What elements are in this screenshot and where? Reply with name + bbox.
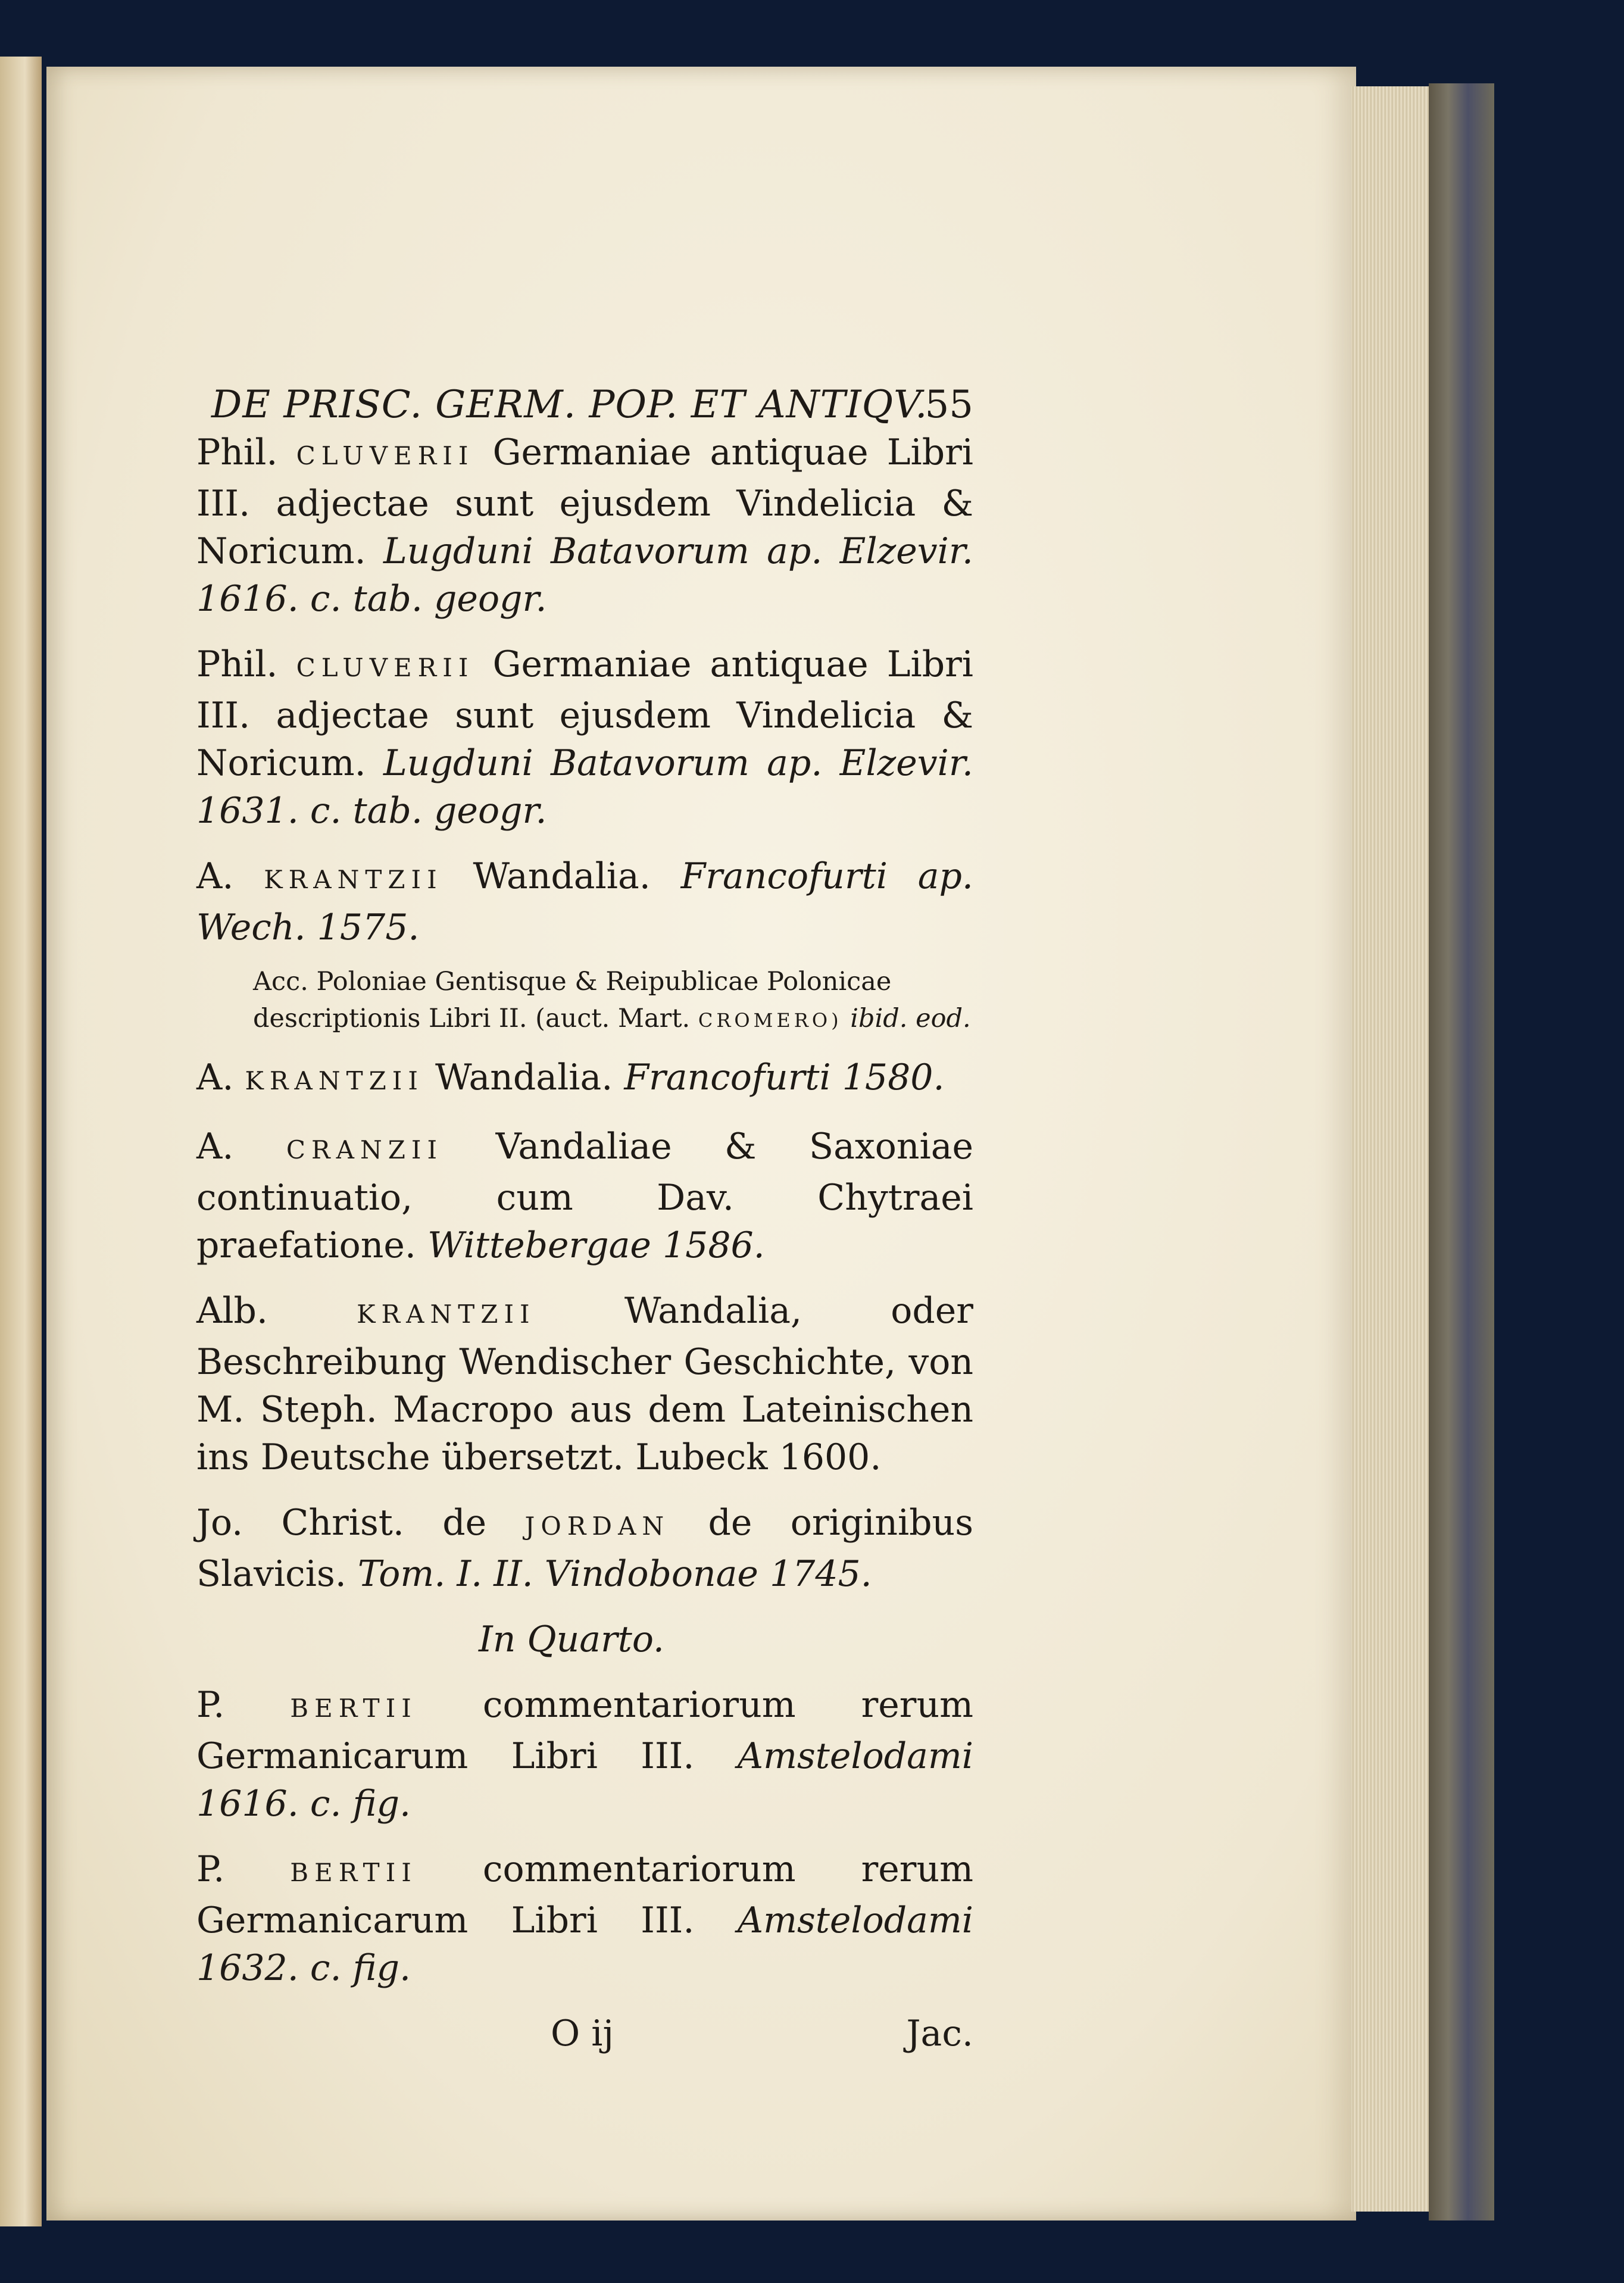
- entry-text: de originibus Slavicis.: [196, 1502, 973, 1595]
- entry: [170, 1123, 973, 1269]
- entry-name: BERTII: [290, 1858, 417, 1887]
- book-cover: [1429, 83, 1494, 2220]
- running-header: [170, 369, 973, 429]
- previous-page-edge: [0, 57, 42, 2226]
- entry-text: commentariorum rerum Germanicarum Libri III.: [196, 1684, 973, 1777]
- entry: [170, 429, 973, 623]
- entry-author: Phil.: [196, 432, 278, 473]
- entry-text: Wandalia, oder Beschreibung Wendischer Geschichte, von M. Steph. Macropo aus dem Lateinischen ins Deutsche übersetzt. Lubeck: [196, 1290, 973, 1478]
- entry-imprint: Amstelodami 1616. c. fig.: [196, 1735, 973, 1825]
- entry-imprint: Lugduni Batavorum ap. Elzevir. 1616. c. tab. geogr.: [196, 530, 973, 620]
- entry: [170, 1499, 973, 1598]
- text-block: [170, 369, 973, 2057]
- entry-author: P.: [196, 1848, 225, 1890]
- entry-imprint: Tom. I. II. Vindobonae 1745.: [357, 1553, 872, 1595]
- page-number: 55: [925, 383, 973, 427]
- entry: [170, 1054, 973, 1105]
- entry-imprint: Francofurti ap. Wech. 1575.: [196, 855, 973, 948]
- entry-author: A.: [196, 1057, 234, 1098]
- entry-text: commentariorum rerum Germanicarum Libri III.: [196, 1848, 973, 1941]
- note-name: CROMERO): [698, 1009, 842, 1032]
- entry-author: Phil.: [196, 644, 278, 685]
- entry-name: BERTII: [290, 1694, 417, 1723]
- entry-text: Wandalia.: [473, 855, 651, 897]
- entry-author: Jo. Christ. de: [196, 1502, 487, 1544]
- entry: [170, 1287, 973, 1481]
- entry-imprint: Wittebergae 1586.: [427, 1225, 765, 1266]
- entry-author: A.: [196, 1126, 234, 1167]
- entry-name: KRANTZII: [264, 865, 443, 894]
- entry-author: A.: [196, 855, 234, 897]
- page-block-edges: [1351, 86, 1429, 2212]
- entry-name: CLUVERII: [296, 653, 474, 682]
- note-text: Acc. Poloniae Gentisque & Reipublicae Polonicae descriptionis Libri II. (auct. Mart.: [253, 967, 892, 1033]
- footer-line: [170, 2010, 973, 2057]
- entry-imprint: Lugduni Batavorum ap. Elzevir. 1631. c. tab. geogr.: [196, 742, 973, 832]
- entry-name: JORDAN: [524, 1511, 670, 1541]
- catchword: Jac.: [906, 2013, 973, 2054]
- entry-name: CRANZII: [286, 1135, 444, 1164]
- entry-author: P.: [196, 1684, 225, 1726]
- entry-text: Germaniae antiquae Libri III. adjectae sunt ejusdem Vindelicia & Noricum.: [196, 432, 973, 572]
- section-heading: In Quarto.: [479, 1619, 664, 1660]
- entry: [170, 852, 973, 951]
- signature-mark: O ij: [551, 2013, 614, 2054]
- entry-text: Vandaliae & Saxoniae continuatio, cum Dav. Chytraei praefatione.: [196, 1126, 973, 1266]
- note-imprint: ibid. eod.: [850, 1004, 971, 1033]
- running-title: DE PRISC. GERM. POP. ET ANTIQV.: [211, 383, 928, 427]
- entry-name: CLUVERII: [296, 441, 474, 470]
- entry: [170, 641, 973, 835]
- entry-imprint: 1600.: [779, 1436, 882, 1478]
- entry-text: Wandalia.: [435, 1057, 613, 1098]
- annotation-note: [170, 963, 973, 1039]
- entry-imprint: Amstelodami 1632. c. fig.: [196, 1900, 973, 1989]
- entry: [170, 1845, 973, 1992]
- entry-name: KRANTZII: [245, 1066, 424, 1095]
- entry-author: Alb.: [196, 1290, 268, 1332]
- entry: [170, 1681, 973, 1828]
- entry-imprint: Francofurti 1580.: [624, 1057, 945, 1098]
- entry-text: Germaniae antiquae Libri III. adjectae sunt ejusdem Vindelicia & Noricum.: [196, 644, 973, 784]
- entry-name: KRANTZII: [357, 1300, 536, 1329]
